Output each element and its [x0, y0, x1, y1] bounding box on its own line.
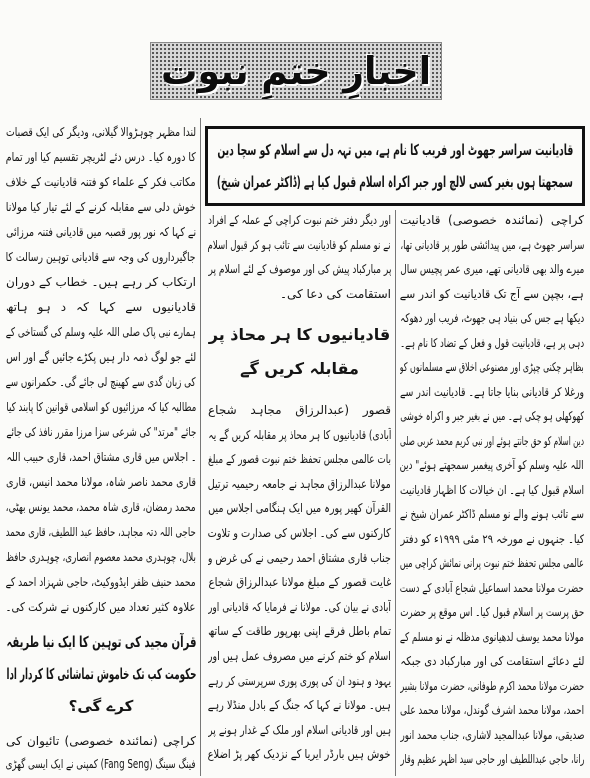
article-text-line: حضرت مولانا محمد اکرم طوفانی، حضرت مولانا بشیر [400, 678, 584, 693]
subheadline-line: قادیانیوں کا ہر محاذ پر [208, 325, 391, 344]
article-text-line: مکاتب فکر کے علماء کو فتنہ قادیانیت کے خلاف [6, 175, 196, 189]
article-text-line: حق پرست پر اسلام قبول کیا۔ اس موقع پر حضرت [400, 605, 584, 619]
headline-line: قرآن مجید کی توہین کا ایک نیا طریقہ [6, 633, 196, 651]
column-divider [200, 118, 201, 776]
article-text-line: کیا۔ جنہوں نے مورخہ ۲۹ مئی ۱۹۹۹ء کو دفتر [400, 531, 584, 546]
article-text-line: قصور (عبدالرزاق مجاہد شجاع [208, 403, 391, 417]
lead-headline-line: سمجھتا ہوں بغیر کسی لالچ اور جبر اکراہ اسلام قبول کیا ہے (ڈاکٹر عمران شیخ) [216, 173, 573, 191]
article-text-line: رانا، حاجی عبداللطیف اور حاجی سید اظہر عظیم وقار [400, 752, 584, 766]
right-column-article [400, 208, 584, 776]
headline-line: کرے گی؟ [68, 697, 134, 715]
article-text-line: کھوکھلی ہو چکی ہے۔ میں نے بغیر جبر و اکراہ خوشی [400, 409, 584, 423]
article-headline [6, 626, 196, 722]
article-text-line: نے کہا کہ نور پور قصبہ میں قادیانی فتنہ مرزائی [6, 225, 196, 239]
middle-column-article [208, 208, 391, 776]
column-divider [395, 210, 396, 776]
article-text-line: میرے والد بھی قادیانی تھے، میری عمر پچیس سال [400, 262, 584, 276]
article-text-line: جناب قاری مشتاق احمد رحیمی نے کی غرض و [208, 550, 391, 565]
article-text-line: ہے، بچپن سے آج تک قادیانیت کو اندر سے [400, 286, 584, 301]
article-text-line: پر مبارکباد پیش کی اور موصوف کے لئے اسلام پر [208, 262, 391, 276]
article-text-line: بظاہر چکنی چپڑی اور مصنوعی اخلاق سے مسلمانوں کو [400, 360, 584, 374]
article-body [208, 208, 391, 306]
article-text-line: اسلام کو ختم کرنے میں مصروف عمل ہیں اور [208, 648, 391, 663]
article-text-line: محمد حنیف ظفر ایڈووکیٹ، حاجی شہزاد احمد کے [6, 575, 196, 589]
article-text-line: کراچی (نمائندہ خصوصی) قادیانیت [400, 213, 584, 227]
masthead-title: اخبارِ ختمِ نبوت [161, 49, 431, 93]
article-text-line: خوش ہیں بارڈر ایریا کے نزدیک کھر پڑ اضلاع [208, 747, 391, 762]
article-body [6, 120, 196, 620]
article-text-line: کارکنوں سے کی۔ اجلاس کی صدارت و تلاوت [208, 525, 391, 540]
masthead-banner [150, 42, 442, 100]
article-text-line: کراچی (نمائندہ خصوصی) تائیوان کی [6, 734, 196, 748]
subheadline-line: مقابلہ کریں گے [240, 359, 359, 378]
lead-headline-line: قادیانیت سراسر جھوٹ اور فریب کا نام ہے، میں تہہ دل سے اسلام کو سچا دین [217, 141, 573, 159]
left-column-article [6, 120, 196, 776]
article-text-line: مولانا محمد یوسف لدھیانوی مدظلہ نے نو مسلم کے [400, 629, 584, 644]
article-text-line: لئے جو لوگ ذمہ دار ہیں پکڑے جائیں گے اور اس [6, 350, 196, 364]
article-text-line: سے تائب ہونے والے نو مسلم ڈاکٹر عمران شیخ نے [400, 507, 584, 521]
article-text-line: ہیں۔ مولانا نے کہا کہ جنگ کے بادل منڈلا رہے [208, 698, 391, 713]
article-text-line: لندا مظہر چوہڑوالا گیلانی، ودیگر کی ایک قصبات [6, 125, 196, 139]
article-body [400, 208, 584, 772]
article-text-line: صدیقی، مولانا عبدالمجید لاشاری، جناب محمد انور [400, 727, 584, 742]
lead-headline-box [205, 126, 585, 206]
article-text-line: اللہ علیہ وسلم کو آخری پیغمبر سمجھتے ہوئے" دین [400, 458, 584, 472]
article-text-line: دین اسلام کو حق جانتے ہوئے اور نبی کریم محمد عربی صلی [400, 433, 584, 448]
article-subheadline [208, 318, 391, 386]
article-text-line: ورغلا کر قادیانی بنایا جاتا ہے۔ قادیانیت اندر سے [400, 384, 584, 399]
article-text-line: دہی پر ہے، قادیانیت قول و فعل کے تضاد کا نام ہے۔ [400, 335, 584, 350]
article-text-line: آبادی نے بیان کی۔ مولانا نے فرمایا کہ قادیانی اور [208, 599, 391, 614]
article-text-line: جائے "مرتد" کی شرعی سزا مرزا مقرر نافذ کی جائے [6, 425, 196, 439]
article-text-line: فینگ سینگ (Fang Seng) کمپنی نے ایک ایسی گھڑی [6, 757, 196, 771]
article-text-line: ۔ اجلاس میں قاری مشتاق احمد، قاری حبیب اللہ [6, 450, 196, 464]
article-text-line: غایت قصور کے مبلغ مولانا عبدالرزاق شجاع [208, 575, 391, 590]
article-text-line: لئے دعائے استقامت کی اور مبارکباد دی جبکہ [400, 654, 584, 668]
article-text-line: سراسر جھوٹ ہے، میں پیدائشی طور پر قادیانی تھا، [400, 237, 584, 252]
article-text-line: بلال، چوہدری محمد معصوم انصاری، چوہدری حافظ [6, 550, 196, 564]
headline-line: حکومت کب تک خاموش تماشائی کا کردار ادا [6, 665, 196, 683]
article-text-line: محمد رمضان، قاری شاہ محمد، محمد یونس بھٹی، [6, 500, 196, 514]
article-text-line: جاگیرداروں کی وجہ سے قادیانی توہین رسالت کا [6, 250, 196, 264]
article-text-line: ارتکاب کر رہے ہیں۔ خطاب کے دوران [6, 275, 196, 289]
article-text-line: دیکھا ہے جس کی بنیاد ہی جھوٹ، فریب اور دھوکہ [400, 311, 584, 325]
article-text-line: آبادی) قادیانیوں کا ہر محاذ پر مقابلہ کریں گے یہ [208, 427, 391, 442]
article-text-line: احمد، مولانا محمد اشرف گوندل، مولانا محمد علی [400, 703, 584, 717]
article-text-line: قادیانیوں سے کہا کہ د ہو ہاتھ [6, 300, 196, 314]
article-text-line: حضرت مولانا محمد اسماعیل شجاع آبادی کے دست [400, 580, 584, 595]
article-text-line: ہمارے نبی پاک صلی اللہ علیہ وسلم کی گستاخی کے [6, 325, 196, 339]
article-text-line: اور دیگر دفتر ختم نبوت کراچی کے عملہ کے افراد [208, 213, 391, 227]
article-text-line: قاری محمد ناصر شاہ، مولانا محمد انیس، قاری [6, 475, 196, 489]
article-body [6, 730, 196, 776]
article-text-line: ہیں اور قادیانی اسلام اور ملک کے غدار ہونے پر [208, 722, 391, 737]
article-text-line: نے نو مسلم کو قادیانیت سے تائب ہو کر قبول اسلام [208, 237, 391, 252]
article-body [208, 398, 391, 767]
article-text-line: مولانا عبدالرزاق مجاہد نے جامعہ رحیمیہ ترتیل [208, 476, 391, 491]
article-text-line: کی زبان گدی سے کھینچ لی جائے گی۔ حکمرانوں سے [6, 375, 196, 389]
article-text-line: کا دورہ کیا۔ درس دئے لٹریچر تقسیم کیا اور تمام [6, 150, 196, 164]
article-text-line: خوش دلی سے مقابلہ کرنے کے لئے تیار کیا مولانا [6, 200, 196, 214]
article-text-line: تمام باطل فرقے اپنی بھرپور طاقت کے ساتھ [208, 624, 391, 639]
article-text-line: علاوہ کثیر تعداد میں کارکنوں نے شرکت کی۔ [6, 600, 196, 614]
article-text-line: حاجی اللہ دتہ مجاہد، حافظ عبد اللطیف، قاری محمد [6, 525, 196, 539]
article-text-line: اسلام قبول کیا ہے۔ ان خیالات کا اظہار قادیانیت [400, 482, 584, 497]
article-text-line: مطالبہ کیا کہ مرزائیوں کو اسلامی قوانین کا پابند کیا [6, 400, 196, 414]
article-text-line: یہود و ہنود ان کی پوری پوری سرپرستی کر رہے [208, 673, 391, 688]
article-text-line: استقامت کی دعا کی۔ [279, 286, 391, 301]
article-text-line: القرآن کھیر پورہ میں ایک ہنگامی اجلاس میں [208, 501, 391, 516]
article-text-line: عالمی مجلس تحفظ ختم نبوت پرانی نمائش کراچی میں [400, 556, 584, 570]
article-text-line: بات عالمی مجلس تحفظ ختم نبوت قصور کے مبلغ [208, 452, 391, 467]
